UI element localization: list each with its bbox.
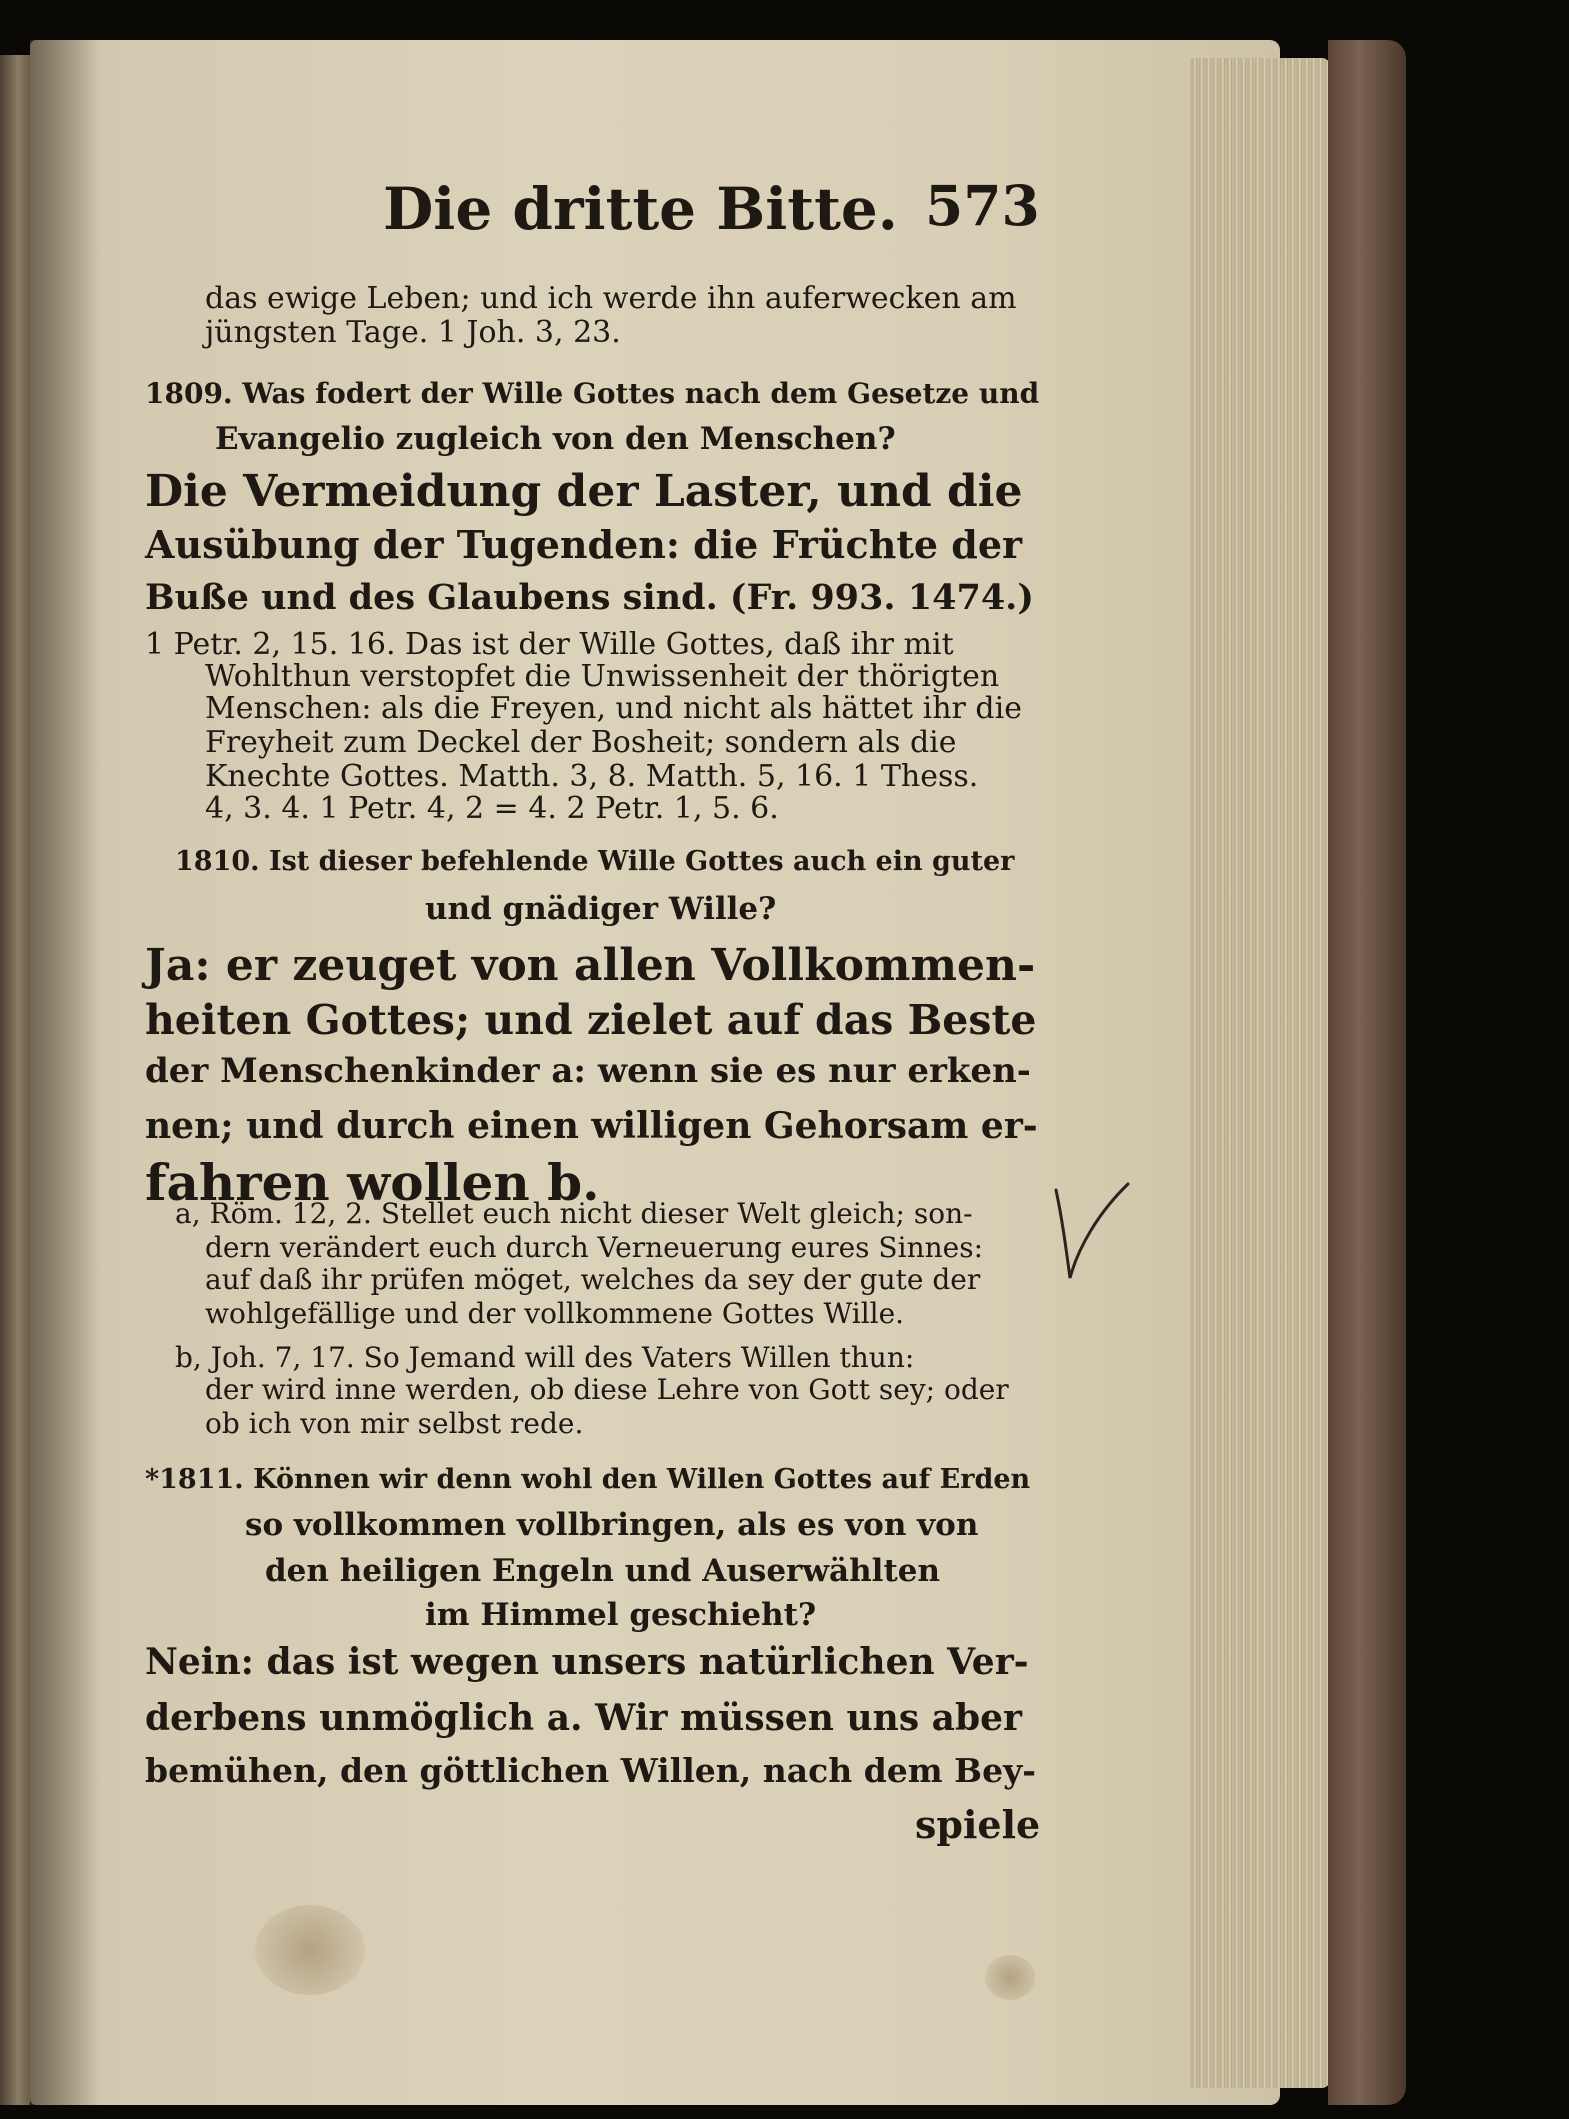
- book-cover: [1328, 40, 1406, 2105]
- page-block-edges: [1190, 58, 1330, 2088]
- catchword: spiele: [915, 1802, 1041, 1847]
- question-line: so vollkommen vollbringen, als es von von: [245, 1507, 979, 1543]
- text-line: Knechte Gottes. Matth. 3, 8. Matth. 5, 16. 1 Thess.: [205, 759, 979, 794]
- question-line: Evangelio zugleich von den Menschen?: [215, 421, 896, 457]
- gutter-shadow: [30, 40, 100, 2105]
- paper-stain: [985, 1955, 1035, 2000]
- question-line: den heiligen Engeln und Auserwählten: [265, 1553, 941, 1589]
- text-line: 4, 3. 4. 1 Petr. 4, 2 = 4. 2 Petr. 1, 5. 6.: [205, 791, 779, 826]
- text-line: jüngsten Tage. 1 Joh. 3, 23.: [205, 315, 621, 350]
- footnote-line: auf daß ihr prüfen möget, welches da sey der gute der: [205, 1263, 981, 1296]
- footnote-line: der wird inne werden, ob diese Lehre von Gott sey; oder: [205, 1373, 1009, 1406]
- text-line: Wohlthun verstopfet die Unwissenheit der thörigten: [205, 659, 1000, 694]
- answer-line: der Menschenkinder a: wenn sie es nur erken-: [145, 1051, 1031, 1091]
- answer-line: fahren wollen b.: [145, 1153, 600, 1212]
- previous-page-edge: [0, 55, 30, 2105]
- question-line: *1811. Können wir denn wohl den Willen Gottes auf Erden: [145, 1464, 1031, 1495]
- text-line: Freyheit zum Deckel der Bosheit; sondern als die: [205, 725, 957, 760]
- answer-line: bemühen, den göttlichen Willen, nach dem Bey-: [145, 1751, 1036, 1790]
- paper-stain: [255, 1905, 365, 1995]
- page-number: 573: [925, 173, 1040, 238]
- question-line: und gnädiger Wille?: [425, 891, 777, 927]
- text-line: das ewige Leben; und ich werde ihn auferwecken am: [205, 281, 1017, 316]
- pen-check-mark: [1048, 1178, 1138, 1288]
- answer-line: heiten Gottes; und zielet auf das Beste: [145, 996, 1037, 1044]
- answer-line: nen; und durch einen willigen Gehorsam er-: [145, 1105, 1038, 1147]
- footnote-line: dern verändert euch durch Verneuerung eures Sinnes:: [205, 1231, 984, 1264]
- answer-line: derbens unmöglich a. Wir müssen uns aber: [145, 1697, 1022, 1739]
- answer-line: Nein: das ist wegen unsers natürlichen Ver-: [145, 1641, 1029, 1683]
- question-line: im Himmel geschieht?: [425, 1597, 817, 1633]
- footnote-line: wohlgefällige und der vollkommene Gottes Wille.: [205, 1297, 905, 1330]
- question-line: 1809. Was fodert der Wille Gottes nach dem Gesetze und: [145, 377, 1040, 410]
- question-line: 1810. Ist dieser befehlende Wille Gottes auch ein guter: [175, 846, 1015, 877]
- footnote-line: a, Röm. 12, 2. Stellet euch nicht dieser Welt gleich; son-: [175, 1197, 973, 1230]
- answer-line: Die Vermeidung der Laster, und die: [145, 466, 1023, 517]
- answer-line: Buße und des Glaubens sind. (Fr. 993. 1474.): [145, 577, 1034, 618]
- text-line: Menschen: als die Freyen, und nicht als hättet ihr die: [205, 691, 1022, 726]
- running-title: Die dritte Bitte.: [383, 175, 898, 243]
- answer-line: Ja: er zeuget von allen Vollkommen-: [145, 940, 1036, 991]
- text-line: 1 Petr. 2, 15. 16. Das ist der Wille Gottes, daß ihr mit: [145, 627, 954, 662]
- answer-line: Ausübung der Tugenden: die Früchte der: [145, 522, 1023, 567]
- footnote-line: ob ich von mir selbst rede.: [205, 1407, 584, 1440]
- footnote-line: b, Joh. 7, 17. So Jemand will des Vaters Willen thun:: [175, 1341, 915, 1374]
